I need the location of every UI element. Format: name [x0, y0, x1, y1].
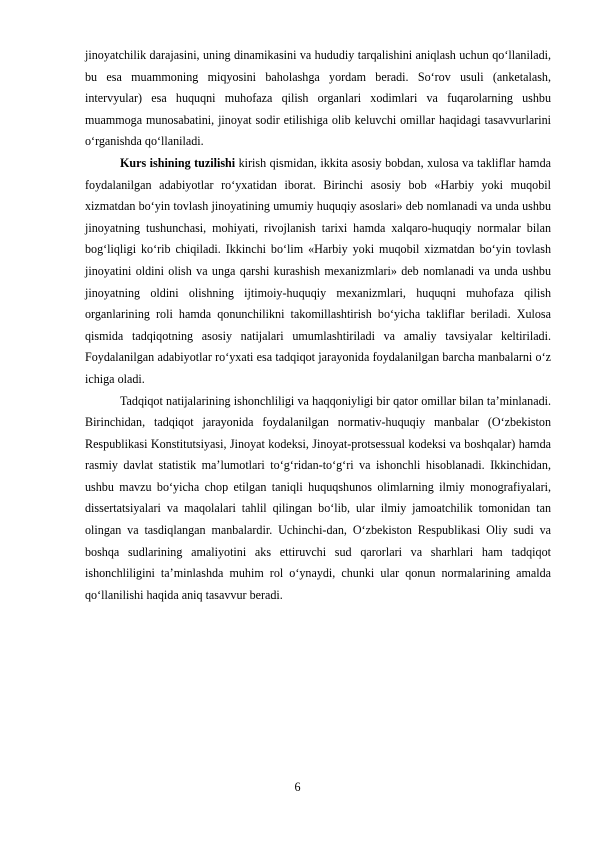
paragraph-structure: [85, 153, 551, 391]
page-number: 6: [294, 780, 301, 794]
paragraph-reliability: Tadqiqot natijalarining ishonchliligi va haqqoniyligi bir qator omillar bilan ta’minlanadi. Birinchidan, tadqiqot jarayonida foydalanilgan normativ-huquqiy manbalar (O‘zbekiston Respublikasi Konstitutsiyasi, Jinoyat kodeksi, Jinoyat-protsessual kodeksi va boshqalar) hamda rasmiy davlat statistik ma’lumotlari to‘g‘ridan-to‘g‘ri va ishonchli hisoblanadi. Ikkinchidan, ushbu mavzu bo‘yicha chop etilgan taniqli huquqshunos olimlarning ilmiy monografiyalari, dissertatsiyalari va maqolalari tahlil qilingan bo‘lib, ular ilmiy jamoatchilik tomonidan tan olingan va tasdiqlangan manbalardir. Uchinchi-dan, O‘zbekiston Respublikasi Oliy sudi va boshqa sudlarining amaliyotini aks ettiruvchi sud qarorlari va sharhlari ham tadqiqot ishonchliligini ta’minlashda muhim rol o‘ynaydi, chunki ular qonun normalarining amalda qo‘llanilishi haqida aniq tasavvur beradi.: [85, 393, 551, 602]
structure-text: kirish qismidan, ikkita asosiy bobdan, xulosa va takliflar hamda foydalanilgan adabiyotlar ro‘yxatidan iborat. Birinchi asosiy bob «Harbiy yoki muqobil xizmatdan bo‘yin tovlash jinoyatining umumiy huquqiy asoslari» deb nomlanadi va unda ushbu jinoyatning tushunchasi, mohiyati, rivojlanish tarixi hamda xalqaro-huquqiy normalar bilan bog‘liqligi ko‘rib chiqiladi. Ikkinchi bo‘lim «Harbiy yoki muqobil xizmatdan bo‘yin tovlash jinoyatini oldini olish va unga qarshi kurashish mexanizmlari» deb nomlanadi va unda ushbu jinoyatning oldini olishning ijtimoiy-huquqiy mexanizmlari, huquqni muhofaza qilish organlarining roli hamda qonunchilikni takomillashtirish bo‘yicha takliflar beriladi. Xulosa qismida tadqiqotning asosiy natijalari umumlashtiriladi va amaliy tavsiyalar keltiriladi. Foydalanilgan adabiyotlar ro‘yxati esa tadqiqot jarayonida foydalanilgan barcha manbalarni o‘z ichiga oladi.: [85, 155, 552, 386]
paragraph-methods: jinoyatchilik darajasini, uning dinamikasini va hududiy tarqalishini aniqlash uchun qo‘llaniladi, bu esa muammoning miqyosini baholashga yordam beradi. So‘rov usuli (anketalash, intervyular) esa huquqni muhofaza qilish organlari xodimlari va fuqarolarning ushbu muammoga munosabatini, jinoyat sodir etilishiga olib keluvchi omillar haqidagi tasavvurlarini o‘rganishda qo‘llaniladi.: [85, 48, 551, 149]
structure-heading-inline: Kurs ishining tuzilishi: [120, 155, 236, 170]
body-text: [85, 45, 551, 606]
